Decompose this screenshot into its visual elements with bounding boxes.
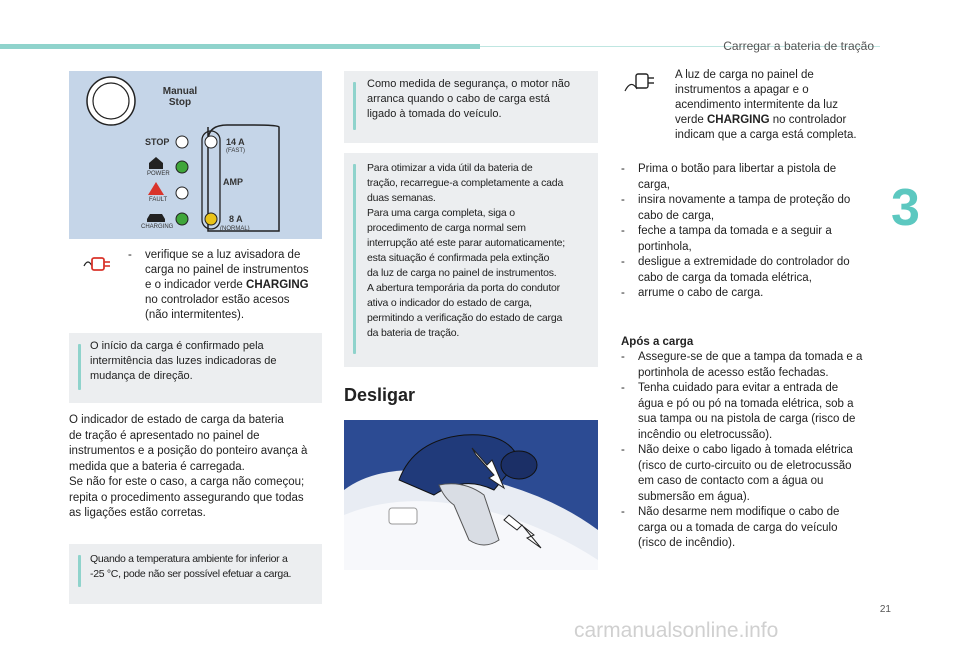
right-item-line: indicam que a carga está completa. [675,129,857,141]
charging-socket-photo [344,420,598,570]
list-line: - Prima o botão para libertar a pistola de [638,163,837,175]
vehicle-badge [389,508,417,524]
fault-led [176,187,188,199]
list-line: - Não deixe o cabo ligado à tomada elétrica [638,444,853,456]
note-accent-bar [78,344,81,390]
note-line: A abertura temporária da porta do condutor [367,282,560,294]
note-line: esta situação é confirmada pela extinção [367,252,550,264]
after-charge-title: Após a carga [621,336,694,348]
note-line: da luz de carga no painel de instrumentos. [367,267,557,279]
normal-amp-label: 8 A [229,214,243,224]
charging-socket-drawing [344,420,598,570]
charging-label: CHARGING [141,224,174,230]
paragraph-line: O indicador de estado de carga da bateria [69,414,284,426]
list-line: - Não desarme nem modifique o cabo de [638,506,840,518]
right-item-line-prefix: verde [675,114,707,126]
charging-bold: CHARGING [706,114,770,126]
list-line: sua tampa ou na pistola de carga (risco de [638,413,856,425]
note-line: permitindo a verificação do estado de carga [367,312,563,324]
charging-plug-icon [82,254,112,274]
note-line: Quando a temperatura ambiente for inferior a [90,553,288,565]
list-item [621,286,881,302]
page-header-title: Carregar a bateria de tração [723,39,874,53]
list-line: submersão em água). [638,490,750,503]
paragraph-line: medida que a bateria é carregada. [69,460,245,473]
list-item [621,381,883,443]
list-line: - Tenha cuidado para evitar a entrada de [638,382,839,394]
left-item-line: carga no painel de instrumentos [145,264,309,276]
charging-car-icon [147,214,165,222]
left-item-line: (não intermitentes). [145,309,245,321]
header-accent-bar [0,44,480,49]
list-line: cabo de carga, [638,209,715,222]
stop-label: STOP [145,137,170,147]
controller-panel-illustration [69,71,322,239]
note-line: da bateria de tração. [367,327,460,339]
note-text [90,552,322,582]
note-text [367,161,597,341]
disconnect-steps-list [621,162,881,302]
fast-led [205,136,217,148]
fault-warning-icon [148,182,164,195]
left-item-line-prefix: e o indicador verde [145,279,247,291]
note-accent-bar [353,82,356,130]
right-item-text [675,68,885,143]
note-line: Como medida de segurança, o motor não [367,78,571,90]
list-line: portinhola de acesso estão fechadas. [638,366,829,379]
note-line: ligado à tomada do veículo. [367,108,502,120]
fault-label: FAULT [149,197,168,203]
list-item [621,443,883,505]
list-item [621,505,883,552]
note-line: duas semanas. [367,192,436,204]
note-line: arranca quando o cabo de carga está [367,93,550,105]
list-line: - feche a tampa da tomada e a seguir a [638,225,832,237]
paragraph-line: as ligações estão corretas. [69,507,206,519]
socket-cap [501,451,537,479]
normal-led [205,213,217,225]
page-number: 21 [879,604,891,615]
power-label: POWER [147,171,170,177]
note-accent-bar [78,555,81,587]
list-line: cabo de carga da tomada elétrica, [638,271,812,284]
left-item-line: verifique se a luz avisadora de [145,249,301,261]
list-line: água e pó ou pó na tomada elétrica, sob a [638,397,854,410]
list-item [621,193,881,224]
amp-label: AMP [223,177,243,187]
note-temperature [69,544,322,604]
list-item [621,350,883,381]
manual-stop-button-inner [93,83,129,119]
list-item [621,224,881,255]
list-line: (risco de curto-circuito ou de eletrocussão [638,459,852,472]
section-title-desligar: Desligar [344,385,416,405]
list-line: - insira novamente a tampa de proteção do [638,194,851,206]
after-charge-list [621,350,883,552]
paragraph-line: de tração é apresentado no painel de [69,429,260,442]
list-line: em caso de contacto com a água ou [638,475,824,487]
list-line: carga ou a tomada de carga do veículo [638,521,838,534]
right-item-line [675,113,885,128]
manual-stop-line-2: Stop [168,97,192,108]
list-line: - arrume o cabo de carga. [638,287,764,299]
right-item-line: A luz de carga no painel de [675,69,814,81]
normal-label: (NORMAL) [220,226,250,232]
note-line: tração, recarregue-a completamente a cada [367,177,564,189]
note-safety [344,71,598,143]
watermark-link[interactable]: carmanualsonline.info [574,619,779,642]
left-item-line: no controlador estão acesos [145,294,290,306]
list-line: (risco de incêndio). [638,537,736,549]
right-item-line-suffix: no controlador [769,114,847,126]
fast-amp-label: 14 A [226,137,245,147]
paragraph-line: instrumentos e a posição do ponteiro avança à [69,445,308,457]
note-turn-signal [69,333,322,403]
charging-led [176,213,188,225]
list-line: - desligue a extremidade do controlador do [638,256,850,268]
note-line: Para otimizar a vida útil da bateria de [367,162,533,174]
charge-indicator-paragraph [69,413,329,522]
list-line: carga, [638,178,670,191]
power-led [176,161,188,173]
note-line: Para uma carga completa, siga o [367,207,515,219]
note-line: ativa o indicador do estado de carga, [367,297,532,309]
list-line: incêndio ou eletrocussão). [638,428,773,441]
note-line: mudança de direção. [90,370,193,382]
charging-plug-icon [623,71,657,95]
right-item-line: instrumentos a apagar e o [675,84,809,96]
paragraph-line: Se não for este o caso, a carga não começou; [69,476,305,488]
list-item [621,162,881,193]
manual-stop-label [125,86,235,108]
chapter-number: 3 [891,179,920,237]
paragraph-line: repita o procedimento assegurando que todas [69,491,304,504]
power-house-icon [149,157,163,169]
note-battery-life [344,153,598,367]
note-line: intermitência das luzes indicadoras de [90,355,277,367]
note-line: procedimento de carga normal sem [367,222,526,234]
note-accent-bar [353,164,356,354]
note-line: -25 °C, pode não ser possível efetuar a carga. [90,568,292,580]
list-item [621,255,881,286]
left-item-line [145,278,325,293]
right-item-line: acendimento intermitente da luz [675,99,839,111]
list-line: - Assegure-se de que a tampa da tomada e a [638,351,863,363]
stop-indicator [176,136,188,148]
note-line: interrupção até este parar automaticamente; [367,237,566,249]
note-line: O início da carga é confirmado pela [90,340,264,352]
note-text [367,77,597,122]
left-item-dash: - [128,249,132,261]
left-item-text [145,248,325,323]
charging-bold: CHARGING [246,279,309,291]
manual-stop-line-1: Manual [162,86,198,97]
fast-label: (FAST) [226,148,245,154]
note-text [90,339,320,384]
list-line: portinhola, [638,240,692,253]
